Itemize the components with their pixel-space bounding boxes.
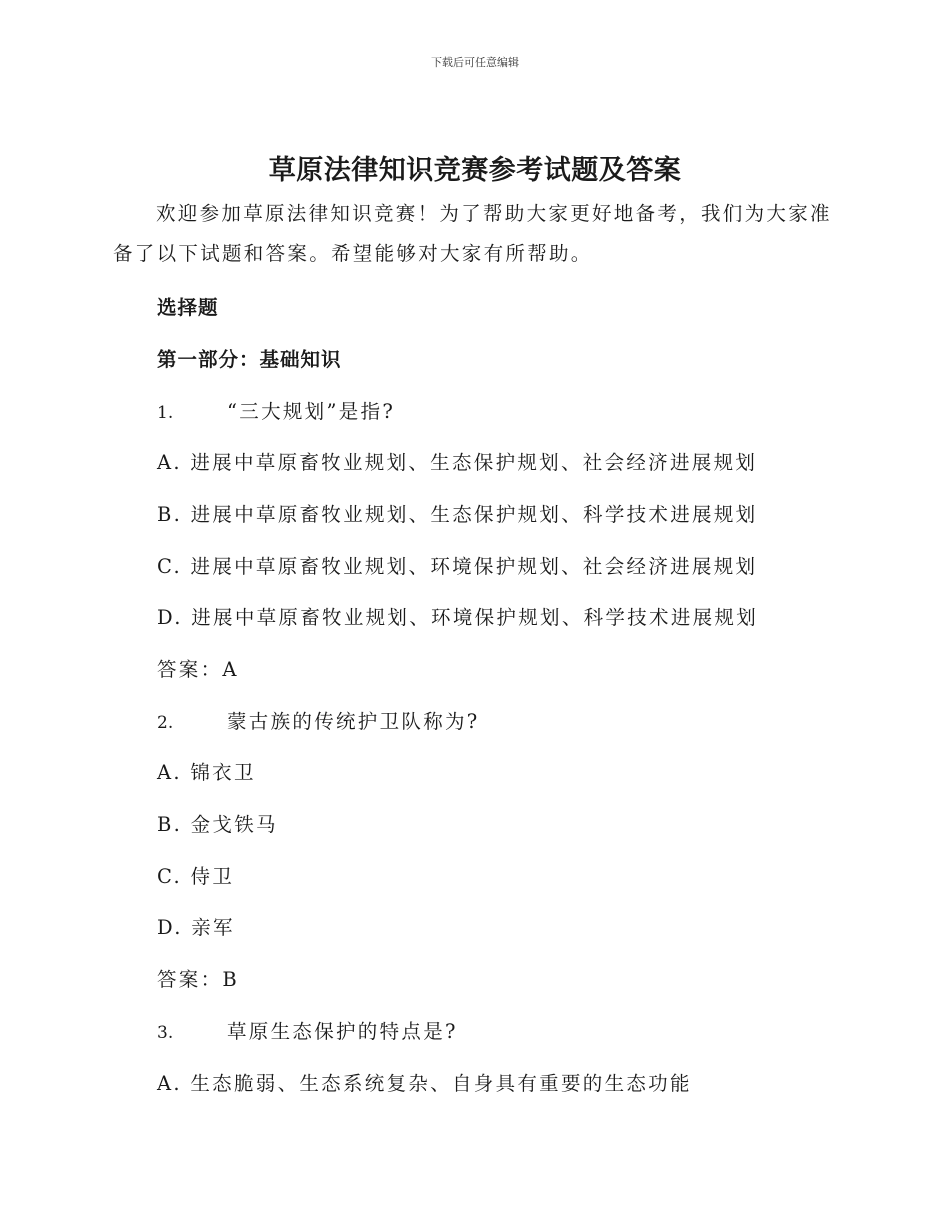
intro-paragraph: 欢迎参加草原法律知识竞赛！为了帮助大家更好地备考，我们为大家准备了以下试题和答案。希望能够对大家有所帮助。 (113, 202, 832, 265)
document-title: 草原法律知识竞赛参考试题及答案 (268, 155, 682, 186)
page-header-note: 下载后可任意编辑 (431, 56, 519, 69)
option-item: A. 锦衣卫 (157, 761, 256, 784)
option-item: B. 进展中草原畜牧业规划、生态保护规划、科学技术进展规划 (157, 503, 758, 526)
question-text: 草原生态保护的特点是? (227, 1020, 458, 1043)
option-item: C. 进展中草原畜牧业规划、环境保护规划、社会经济进展规划 (157, 555, 758, 578)
option-item: B. 金戈铁马 (157, 813, 278, 836)
question-text: “三大规划”是指? (227, 400, 396, 423)
option-item: A. 生态脆弱、生态系统复杂、自身具有重要的生态功能 (157, 1072, 692, 1095)
answer-line: 答案：B (157, 968, 240, 991)
part-heading: 第一部分：基础知识 (157, 348, 342, 371)
question-number: 3. (157, 1023, 174, 1043)
section-heading: 选择题 (157, 296, 219, 319)
option-item: D. 亲军 (157, 916, 235, 939)
question-2 (157, 706, 480, 734)
question-number: 1. (157, 403, 174, 423)
question-number: 2. (157, 713, 174, 733)
option-item: A. 进展中草原畜牧业规划、生态保护规划、社会经济进展规划 (157, 451, 758, 474)
option-item: C. 侍卫 (157, 865, 235, 888)
answer-line: 答案：A (157, 658, 239, 681)
option-item: D. 进展中草原畜牧业规划、环境保护规划、科学技术进展规划 (157, 606, 759, 629)
question-text: 蒙古族的传统护卫队称为? (227, 710, 480, 733)
question-3 (157, 1016, 458, 1044)
question-1 (157, 396, 395, 424)
